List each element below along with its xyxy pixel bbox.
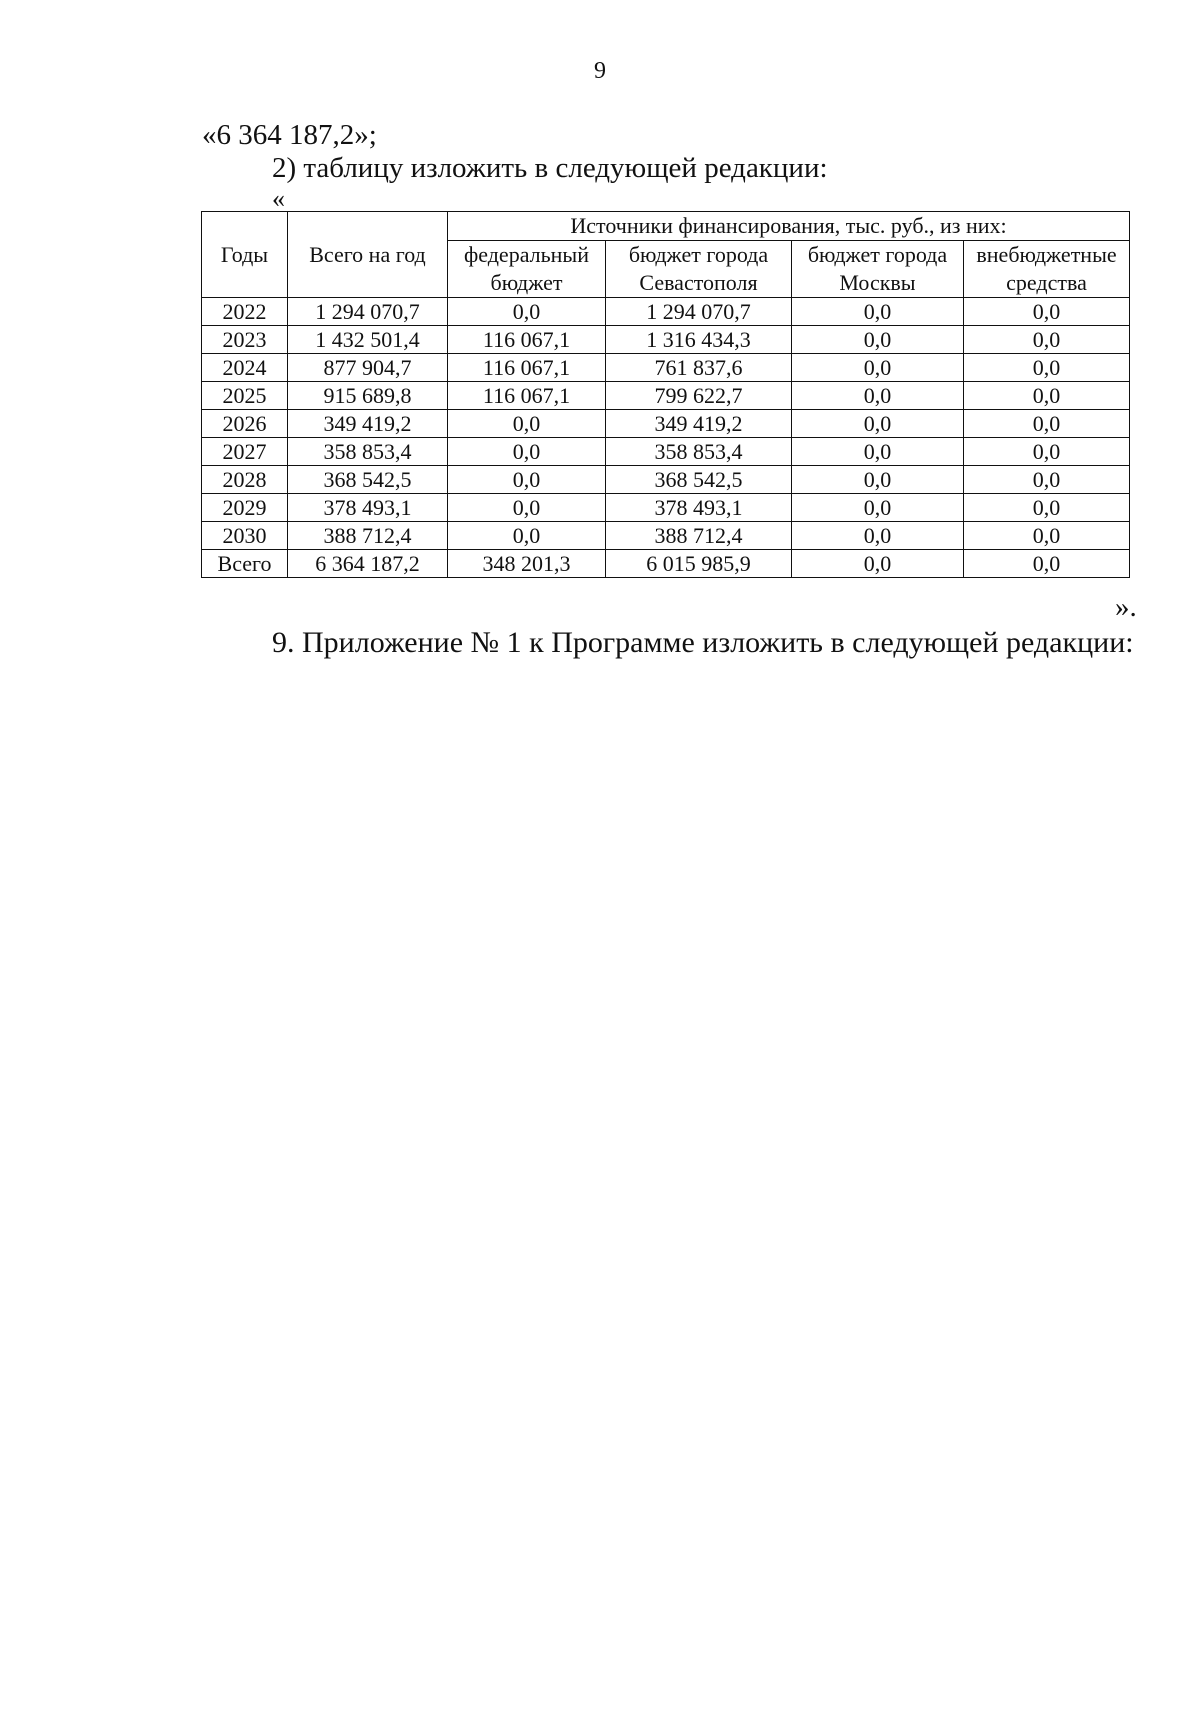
header-moscow-budget: бюджет города Москвы — [792, 241, 964, 298]
cell-total: 368 542,5 — [288, 466, 448, 494]
cell-extra: 0,0 — [964, 438, 1130, 466]
cell-year: 2030 — [202, 522, 288, 550]
cell-moscow: 0,0 — [792, 382, 964, 410]
opening-quote: « — [272, 184, 285, 213]
table-row — [202, 354, 1130, 382]
cell-sevastopol: 388 712,4 — [606, 522, 792, 550]
table-row-total — [202, 550, 1130, 578]
page-number: 9 — [594, 58, 606, 84]
cell-year: 2029 — [202, 494, 288, 522]
cell-federal: 0,0 — [448, 466, 606, 494]
cell-sevastopol: 1 294 070,7 — [606, 298, 792, 326]
item-2-instruction: 2) таблицу изложить в следующей редакции: — [272, 152, 828, 184]
cell-sevastopol: 761 837,6 — [606, 354, 792, 382]
financing-table — [201, 211, 1130, 578]
cell-federal: 116 067,1 — [448, 382, 606, 410]
cell-federal: 348 201,3 — [448, 550, 606, 578]
cell-federal: 116 067,1 — [448, 354, 606, 382]
cell-extra: 0,0 — [964, 354, 1130, 382]
cell-total: 1 432 501,4 — [288, 326, 448, 354]
cell-federal: 0,0 — [448, 298, 606, 326]
cell-total: 349 419,2 — [288, 410, 448, 438]
table-row — [202, 494, 1130, 522]
table-row — [202, 326, 1130, 354]
cell-total: 1 294 070,7 — [288, 298, 448, 326]
cell-year: 2024 — [202, 354, 288, 382]
cell-sevastopol: 378 493,1 — [606, 494, 792, 522]
cell-extra: 0,0 — [964, 494, 1130, 522]
cell-moscow: 0,0 — [792, 522, 964, 550]
cell-total: 877 904,7 — [288, 354, 448, 382]
cell-extra: 0,0 — [964, 522, 1130, 550]
table-row — [202, 522, 1130, 550]
cell-total: 6 364 187,2 — [288, 550, 448, 578]
header-years: Годы — [202, 212, 288, 298]
table-row — [202, 410, 1130, 438]
cell-moscow: 0,0 — [792, 326, 964, 354]
cell-extra: 0,0 — [964, 326, 1130, 354]
cell-sevastopol: 368 542,5 — [606, 466, 792, 494]
cell-federal: 0,0 — [448, 522, 606, 550]
cell-moscow: 0,0 — [792, 438, 964, 466]
cell-year: 2026 — [202, 410, 288, 438]
header-extrabudgetary-funds: внебюджетные средства — [964, 241, 1130, 298]
cell-moscow: 0,0 — [792, 550, 964, 578]
cell-year: 2025 — [202, 382, 288, 410]
cell-federal: 0,0 — [448, 410, 606, 438]
cell-total: 915 689,8 — [288, 382, 448, 410]
closing-quote: ». — [1115, 591, 1137, 623]
cell-year: 2023 — [202, 326, 288, 354]
table-row — [202, 298, 1130, 326]
header-federal-budget: федеральный бюджет — [448, 241, 606, 298]
cell-extra: 0,0 — [964, 466, 1130, 494]
cell-extra: 0,0 — [964, 550, 1130, 578]
table-row — [202, 466, 1130, 494]
cell-total: 378 493,1 — [288, 494, 448, 522]
cell-extra: 0,0 — [964, 410, 1130, 438]
table-row — [202, 382, 1130, 410]
cell-year: Всего — [202, 550, 288, 578]
cell-moscow: 0,0 — [792, 298, 964, 326]
item-9-instruction: 9. Приложение № 1 к Программе изложить в следующей редакции: — [272, 626, 1134, 659]
cell-federal: 0,0 — [448, 494, 606, 522]
previous-amendment-line: «6 364 187,2»; — [202, 119, 377, 151]
cell-extra: 0,0 — [964, 298, 1130, 326]
cell-sevastopol: 6 015 985,9 — [606, 550, 792, 578]
cell-sevastopol: 1 316 434,3 — [606, 326, 792, 354]
cell-federal: 0,0 — [448, 438, 606, 466]
cell-federal: 116 067,1 — [448, 326, 606, 354]
cell-extra: 0,0 — [964, 382, 1130, 410]
cell-year: 2022 — [202, 298, 288, 326]
cell-moscow: 0,0 — [792, 466, 964, 494]
cell-year: 2028 — [202, 466, 288, 494]
table-row — [202, 438, 1130, 466]
cell-moscow: 0,0 — [792, 494, 964, 522]
header-total-per-year: Всего на год — [288, 212, 448, 298]
cell-sevastopol: 358 853,4 — [606, 438, 792, 466]
cell-total: 388 712,4 — [288, 522, 448, 550]
cell-sevastopol: 799 622,7 — [606, 382, 792, 410]
cell-year: 2027 — [202, 438, 288, 466]
header-financing-sources: Источники финансирования, тыс. руб., из них: — [448, 212, 1130, 241]
cell-moscow: 0,0 — [792, 410, 964, 438]
cell-moscow: 0,0 — [792, 354, 964, 382]
cell-sevastopol: 349 419,2 — [606, 410, 792, 438]
cell-total: 358 853,4 — [288, 438, 448, 466]
header-sevastopol-budget: бюджет города Севастополя — [606, 241, 792, 298]
